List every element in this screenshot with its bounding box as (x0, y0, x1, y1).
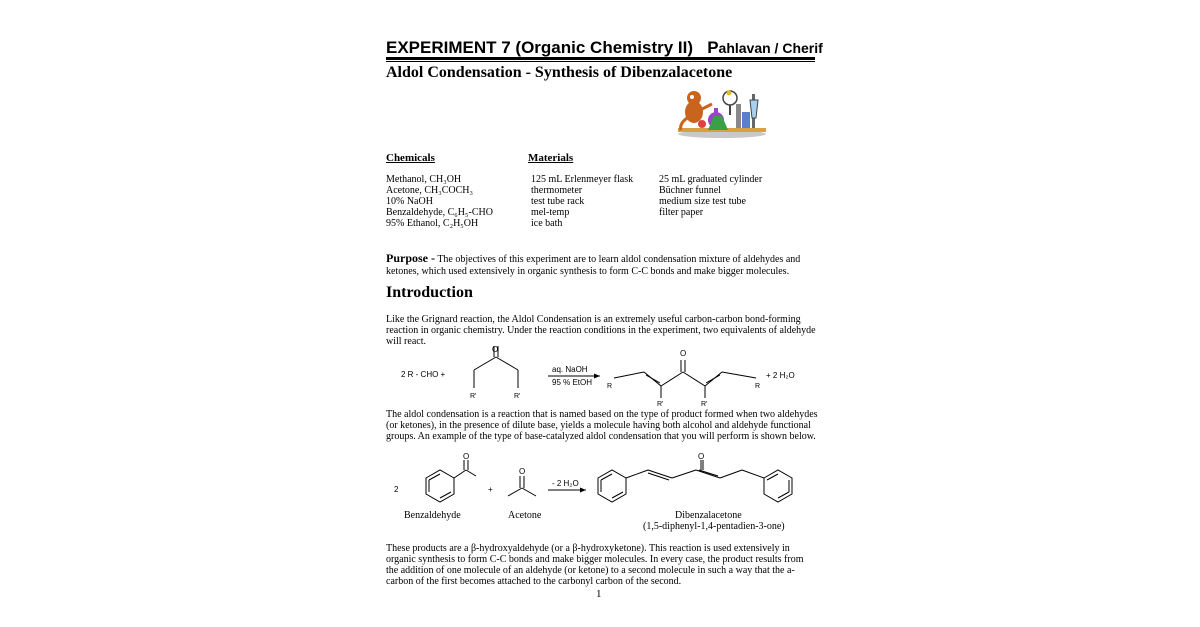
list-item: 95% Ethanol, C₂H₅OH (386, 218, 479, 229)
reagent-label: - 2 H₂O (552, 479, 579, 488)
coefficient-label: 2 (394, 485, 399, 494)
list-item: Benzaldehyde, C₆H₅-CHO (386, 207, 493, 218)
materials-heading: Materials (528, 152, 574, 164)
purpose-paragraph (386, 253, 818, 277)
document-title: Aldol Condensation - Synthesis of Dibenzalacetone (386, 64, 733, 81)
authors: ahlavan / Cherif (718, 40, 823, 56)
r-label: R (755, 383, 761, 390)
list-item: thermometer (531, 185, 583, 196)
oxygen-label: O (680, 349, 687, 358)
reagent-bottom: 95 % EtOH (552, 378, 593, 387)
list-item: 10% NaOH (386, 196, 433, 207)
purpose-text: The objectives of this experiment are to learn aldol condensation mixture of aldehydes and ketones, which used extensively in organic synthesis to form C-C bonds and make bigger molecules. (386, 254, 801, 277)
experiment-title: EXPERIMENT 7 (Organic Chemistry II) (386, 38, 694, 57)
list-item: 25 mL graduated cylinder (659, 174, 763, 185)
reactant-label: 2 R - CHO + (401, 370, 446, 379)
chemicals-list (386, 174, 493, 229)
dibenzalacetone-iupac-label: (1,5-diphenyl-1,4-pentadien-3-one) (643, 521, 785, 532)
list-item: Acetone, CH₃COCH₃ (386, 185, 473, 196)
list-item: filter paper (659, 207, 704, 218)
list-item: Methanol, CH₃OH (386, 174, 462, 185)
oxygen-label: O (698, 452, 705, 461)
chemist-lab-cartoon-icon (672, 86, 772, 138)
byproduct-label: + 2 H₂O (766, 371, 795, 380)
list-item: 125 mL Erlenmeyer flask (531, 174, 634, 185)
plus-sign: + (488, 485, 493, 494)
oxygen-label: O (463, 452, 470, 461)
r-prime-label: R' (470, 393, 477, 400)
materials-list-2 (659, 174, 762, 218)
list-item: ice bath (531, 218, 563, 229)
intro-paragraph-3: These products are a β-hydroxyaldehyde (or a β-hydroxyketone). This reaction is used extensively in organic synthesis to form C-C bonds and make bigger molecules. In every case, the product results from the addition of one molecule of an aldehyde (or ketone) to a second molecule in such a way that the a-carbon of the first becomes attached to the carbonyl carbon of the second. (386, 543, 804, 587)
r-prime-label: R' (701, 401, 708, 408)
chemicals-heading: Chemicals (386, 152, 435, 164)
authors-initial: P (707, 38, 719, 57)
r-label: R (607, 383, 613, 390)
reagent-top: aq. NaOH (552, 365, 588, 374)
oxygen-label: O (492, 345, 499, 354)
page-number: 1 (596, 588, 602, 600)
dibenzalacetone-scheme (380, 450, 820, 514)
list-item: medium size test tube (659, 196, 746, 207)
intro-paragraph-1: Like the Grignard reaction, the Aldol Condensation is an extremely useful carbon-carbon bond-forming reaction in organic chemistry. Under the reaction conditions in the experiment, two equivalents of aldehyde will react. (386, 314, 816, 347)
header-rule-thin (386, 61, 815, 62)
r-prime-label: R' (514, 393, 521, 400)
list-item: mel-temp (531, 207, 570, 218)
list-item: test tube rack (531, 196, 585, 207)
experiment-header (386, 38, 823, 58)
list-item: Büchner funnel (659, 185, 721, 196)
acetone-label: Acetone (508, 510, 542, 521)
intro-paragraph-2: The aldol condensation is a reaction that is named based on the type of product formed when two aldehydes (or ketones), in the presence of dilute base, yields a molecule having both alcohol and aldehyde functional groups. An example of the type of base-catalyzed aldol condensation that you will perform is shown below. (386, 409, 818, 442)
header-rule (386, 57, 815, 60)
benzaldehyde-label: Benzaldehyde (404, 510, 461, 521)
purpose-label: Purpose - (386, 251, 435, 265)
dibenzalacetone-label: Dibenzalacetone (675, 510, 742, 521)
general-aldol-scheme (380, 340, 820, 410)
introduction-heading: Introduction (386, 284, 473, 301)
r-prime-label: R' (657, 401, 664, 408)
materials-list-1 (531, 174, 633, 229)
oxygen-label: O (519, 467, 526, 476)
